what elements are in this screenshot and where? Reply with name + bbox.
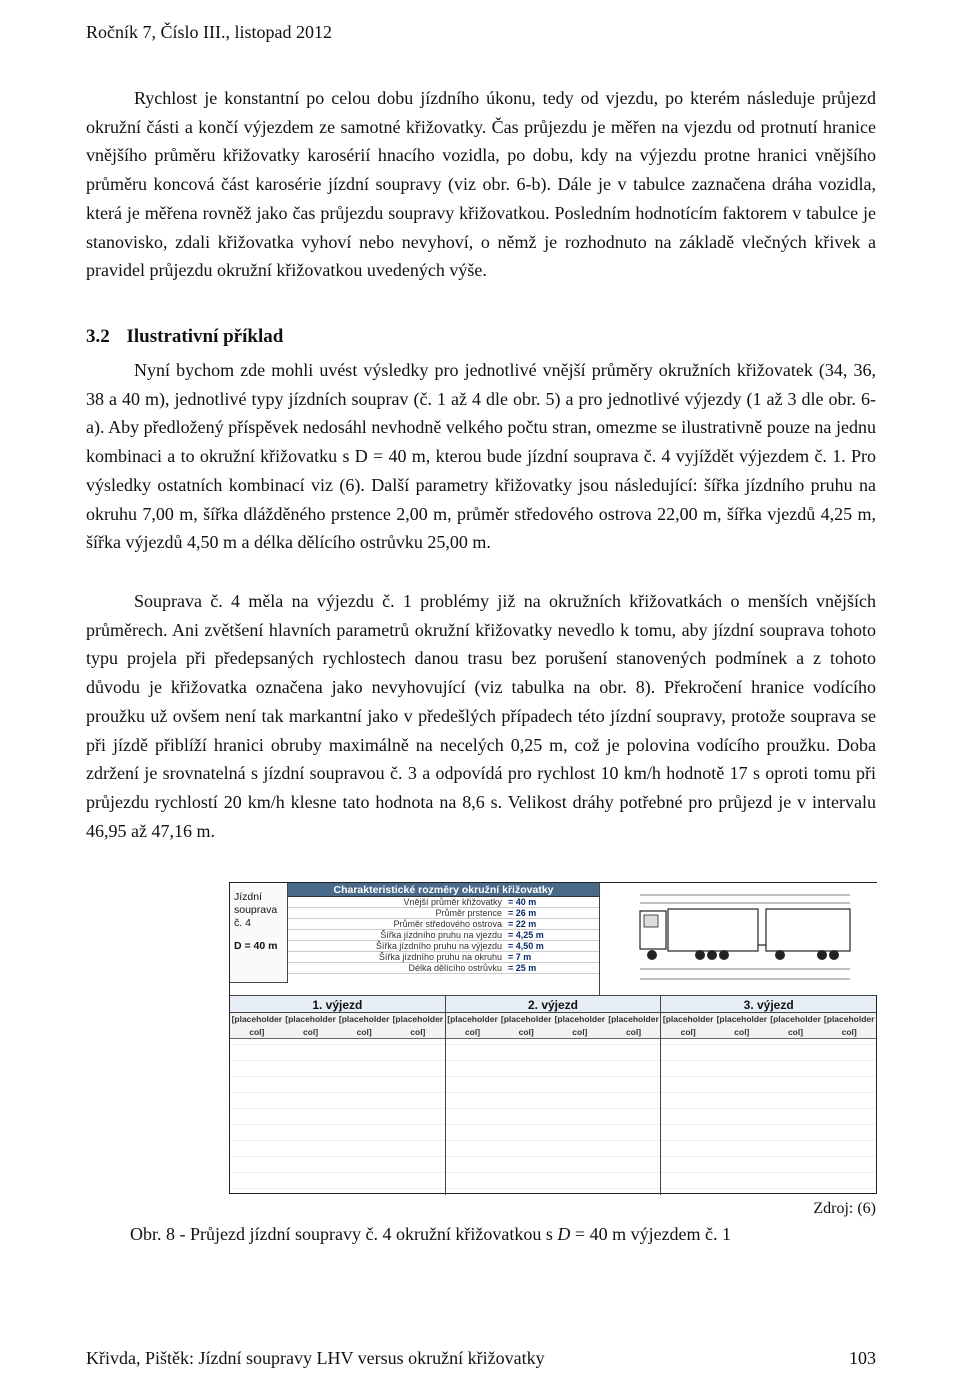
param-value: = 26 m bbox=[508, 908, 537, 918]
col-header: [placeholder col] bbox=[500, 1014, 552, 1037]
paragraph-speed: Rychlost je konstantní po celou dobu jízdního úkonu, tedy od vjezdu, po kterém následuje průjezd okružní části a končí výjezdem ze samotné křižovatky. Čas průjezdu je měřen na vjezdu od protnutí hranice vnějšího průměru křižovatky karosérií hnacího vozidla, po dobu, kdy na výjezdu protne hranici vnějšího průměru koncová část karosérie jízdní soupravy (viz obr. 6-b). Dále je v tabulce zaznačena dráha vozidla, která je měřena rovněž jako čas průjezdu soupravy křižovatkou. Posledním hodnotícím faktorem v tabulce je stanovisko, zdali křižovatka vyhoví nebo nevyhoví, o němž je rozhodnuto na základě vlečných křivek a pravidel průjezdu okružní křižovatkou uvedených výše. bbox=[86, 88, 876, 281]
caption-variable: D bbox=[557, 1224, 571, 1244]
exit-title: 1. výjezd bbox=[230, 995, 445, 1013]
figure-params-table bbox=[288, 883, 600, 995]
col-header: [placeholder col] bbox=[770, 1014, 821, 1037]
exit-table-3 bbox=[661, 995, 876, 1195]
col-header: [placeholder col] bbox=[823, 1014, 875, 1037]
param-row bbox=[288, 963, 599, 974]
param-value: = 4,50 m bbox=[508, 941, 544, 951]
col-header: [placeholder col] bbox=[716, 1014, 768, 1037]
param-row bbox=[288, 908, 599, 919]
params-title: Charakteristické rozměry okružní křižovatky bbox=[288, 883, 599, 897]
exit-table-body bbox=[446, 1013, 661, 1193]
param-row bbox=[288, 952, 599, 963]
param-row bbox=[288, 941, 599, 952]
exit-table-header bbox=[661, 1013, 876, 1039]
section-number: 3.2 bbox=[86, 326, 110, 347]
param-key: Vnější průměr křižovatky bbox=[403, 897, 502, 907]
col-header: [placeholder col] bbox=[554, 1014, 606, 1037]
figure-8 bbox=[229, 882, 877, 1194]
caption-text: = 40 m výjezdem č. 1 bbox=[570, 1224, 732, 1244]
param-key: Šířka jízdního pruhu na vjezdu bbox=[380, 930, 502, 940]
footer-citation: Křivda, Pištěk: Jízdní soupravy LHV versus okružní křižovatky bbox=[86, 1348, 545, 1368]
vehicle-label: Jízdní souprava bbox=[234, 891, 278, 916]
exit-table-2 bbox=[446, 995, 662, 1195]
param-value: = 4,25 m bbox=[508, 930, 544, 940]
vehicle-number: č. 4 bbox=[234, 917, 251, 929]
truck-drawing bbox=[600, 883, 877, 995]
param-value: = 25 m bbox=[508, 963, 537, 973]
exit-table-1 bbox=[230, 995, 446, 1195]
param-key: Průměr středového ostrova bbox=[393, 919, 502, 929]
exit-title: 3. výjezd bbox=[661, 995, 876, 1013]
section-title: Ilustrativní příklad bbox=[126, 326, 284, 347]
exit-table-body bbox=[230, 1013, 445, 1193]
exit-title: 2. výjezd bbox=[446, 995, 661, 1013]
figure-caption bbox=[130, 1224, 731, 1245]
col-header: [placeholder col] bbox=[285, 1014, 336, 1037]
figure-exit-tables bbox=[230, 995, 876, 1195]
param-value: = 40 m bbox=[508, 897, 537, 907]
col-header: [placeholder col] bbox=[338, 1014, 390, 1037]
exit-table-header bbox=[230, 1013, 445, 1039]
page-footer bbox=[86, 1348, 876, 1369]
param-value: = 7 m bbox=[508, 952, 532, 962]
truck-icon bbox=[600, 883, 877, 995]
figure-vehicle-box bbox=[230, 883, 288, 983]
figure-source: Zdroj: (6) bbox=[813, 1200, 876, 1217]
running-header: Ročník 7, Číslo III., listopad 2012 bbox=[86, 22, 332, 42]
caption-text: Obr. 8 - Průjezd jízdní soupravy č. 4 okružní křižovatkou s bbox=[130, 1224, 558, 1244]
section-heading bbox=[86, 326, 283, 348]
exit-table-body bbox=[661, 1013, 876, 1193]
param-value: = 22 m bbox=[508, 919, 537, 929]
col-header: [placeholder col] bbox=[447, 1014, 498, 1037]
param-key: Délka dělícího ostrůvku bbox=[408, 963, 502, 973]
param-key: Šířka jízdního pruhu na výjezdu bbox=[375, 941, 502, 951]
diameter-label: D = 40 m bbox=[234, 940, 278, 952]
col-header: [placeholder col] bbox=[608, 1014, 659, 1037]
param-key: Průměr prstence bbox=[435, 908, 502, 918]
col-header: [placeholder col] bbox=[662, 1014, 714, 1037]
col-header: [placeholder col] bbox=[392, 1014, 444, 1037]
param-row bbox=[288, 897, 599, 908]
exit-table-header bbox=[446, 1013, 661, 1039]
param-row bbox=[288, 919, 599, 930]
param-key: Šířka jízdního pruhu na okruhu bbox=[378, 952, 502, 962]
page-number: 103 bbox=[849, 1348, 876, 1368]
col-header: [placeholder col] bbox=[231, 1014, 283, 1037]
paragraph-example: Nyní bychom zde mohli uvést výsledky pro jednotlivé vnější průměry okružních křižovatek (34, 36, 38 a 40 m), jednotlivé typy jízdních souprav (č. 1 až 4 dle obr. 5) a pro jednotlivé výjezdy (1 až 3 dle obr. 6-a). Aby předložený příspěvek nedosáhl nevhodně velkého počtu stran, omezme se ilustrativně pouze na jednu kombinaci a to okružní křižovatku s D = 40 m, kterou bude jízdní souprava č. 4 vyjíždět výjezdem č. 1. Pro výsledky ostatních kombinací viz (6). Další parametry křižovatky jsou následující: šířka jízdního pruhu na okruhu 7,00 m, šířka dlážděného prstence 2,00 m, průměr středového ostrova 22,00 m, šířka vjezdů 4,25 m, šířka výjezdů 4,50 m a délka dělícího ostrůvku 25,00 m. bbox=[86, 360, 876, 553]
param-row bbox=[288, 930, 599, 941]
paragraph-results: Souprava č. 4 měla na výjezdu č. 1 problémy již na okružních křižovatkách o menších vnějších průměrech. Ani zvětšení hlavních parametrů okružní křižovatky nevedlo k tomu, aby jízdní souprava tohoto typu projela při předepsaných rychlostech danou trasu bez porušení stanovených podmínek a z tohoto důvodu je křižovatka označena jako nevyhovující (viz tabulka na obr. 8). Překročení hranice vodícího proužku už ovšem není tak markantní jako v předešlých případech této jízdní soupravy, protože souprava se při jízdě přiblíží hranici obruby maximálně na necelých 0,25 m, což je polovina vodícího proužku. Doba zdržení je srovnatelná s jízdní soupravou č. 3 a odpovídá pro rychlost 10 km/h hodnotě 17 s oproti tomu při průjezdu rychlostí 20 km/h klesne tato hodnota na 8,6 s. Velikost dráhy potřebné pro průjezd je v intervalu 46,95 až 47,16 m. bbox=[86, 591, 876, 841]
